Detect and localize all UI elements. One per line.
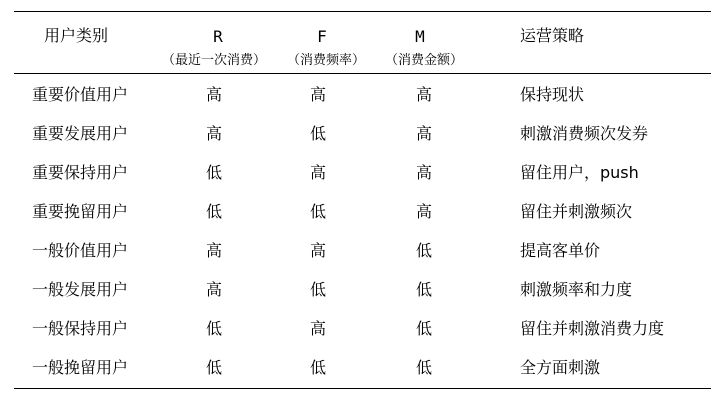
header-category: 用户类别 — [44, 26, 109, 45]
header-r-subtitle: （最近一次消费） — [161, 53, 267, 68]
row-strategy: 全方面刺激 — [520, 358, 601, 377]
row-r: 低 — [205, 163, 223, 182]
row-r: 高 — [205, 124, 223, 143]
row-r: 高 — [205, 280, 223, 299]
table-header-rule — [14, 73, 711, 74]
row-r: 高 — [205, 241, 223, 260]
row-strategy: 提高客单价 — [520, 241, 601, 260]
row-m: 高 — [415, 163, 433, 182]
table-top-rule — [14, 11, 711, 12]
header-r: R — [213, 27, 223, 46]
row-f: 低 — [309, 280, 327, 299]
row-category: 重要价值用户 — [32, 85, 129, 104]
row-f: 低 — [309, 124, 327, 143]
row-r: 低 — [205, 358, 223, 377]
row-f: 低 — [309, 358, 327, 377]
row-category: 一般保持用户 — [32, 319, 129, 338]
row-strategy: 保持现状 — [520, 85, 585, 104]
row-f: 高 — [309, 241, 327, 260]
row-category: 一般挽留用户 — [32, 358, 129, 377]
row-m: 低 — [415, 319, 433, 338]
row-f: 低 — [309, 202, 327, 221]
row-f: 高 — [309, 319, 327, 338]
row-strategy: 留住并刺激频次 — [520, 202, 633, 221]
row-f: 高 — [309, 163, 327, 182]
header-m: M — [415, 27, 425, 46]
header-m-subtitle: （消费金额） — [384, 53, 464, 68]
header-f: F — [317, 27, 327, 46]
header-f-subtitle: （消费频率） — [286, 53, 366, 68]
row-r: 高 — [205, 85, 223, 104]
row-m: 高 — [415, 85, 433, 104]
row-m: 高 — [415, 202, 433, 221]
row-m: 低 — [415, 280, 433, 299]
row-f: 高 — [309, 85, 327, 104]
row-strategy: 刺激消费频次发券 — [520, 124, 649, 143]
row-m: 低 — [415, 358, 433, 377]
row-m: 高 — [415, 124, 433, 143]
row-strategy: 留住并刺激消费力度 — [520, 319, 665, 338]
row-strategy: 刺激频率和力度 — [520, 280, 633, 299]
row-r: 低 — [205, 319, 223, 338]
row-category: 一般价值用户 — [32, 241, 129, 260]
row-strategy: 留住用户，push — [520, 163, 639, 182]
row-category: 重要保持用户 — [32, 163, 129, 182]
row-r: 低 — [205, 202, 223, 221]
row-category: 重要挽留用户 — [32, 202, 129, 221]
table-bottom-rule — [14, 388, 711, 389]
row-category: 一般发展用户 — [32, 280, 129, 299]
header-strategy: 运营策略 — [520, 26, 585, 45]
row-category: 重要发展用户 — [32, 124, 129, 143]
row-m: 低 — [415, 241, 433, 260]
